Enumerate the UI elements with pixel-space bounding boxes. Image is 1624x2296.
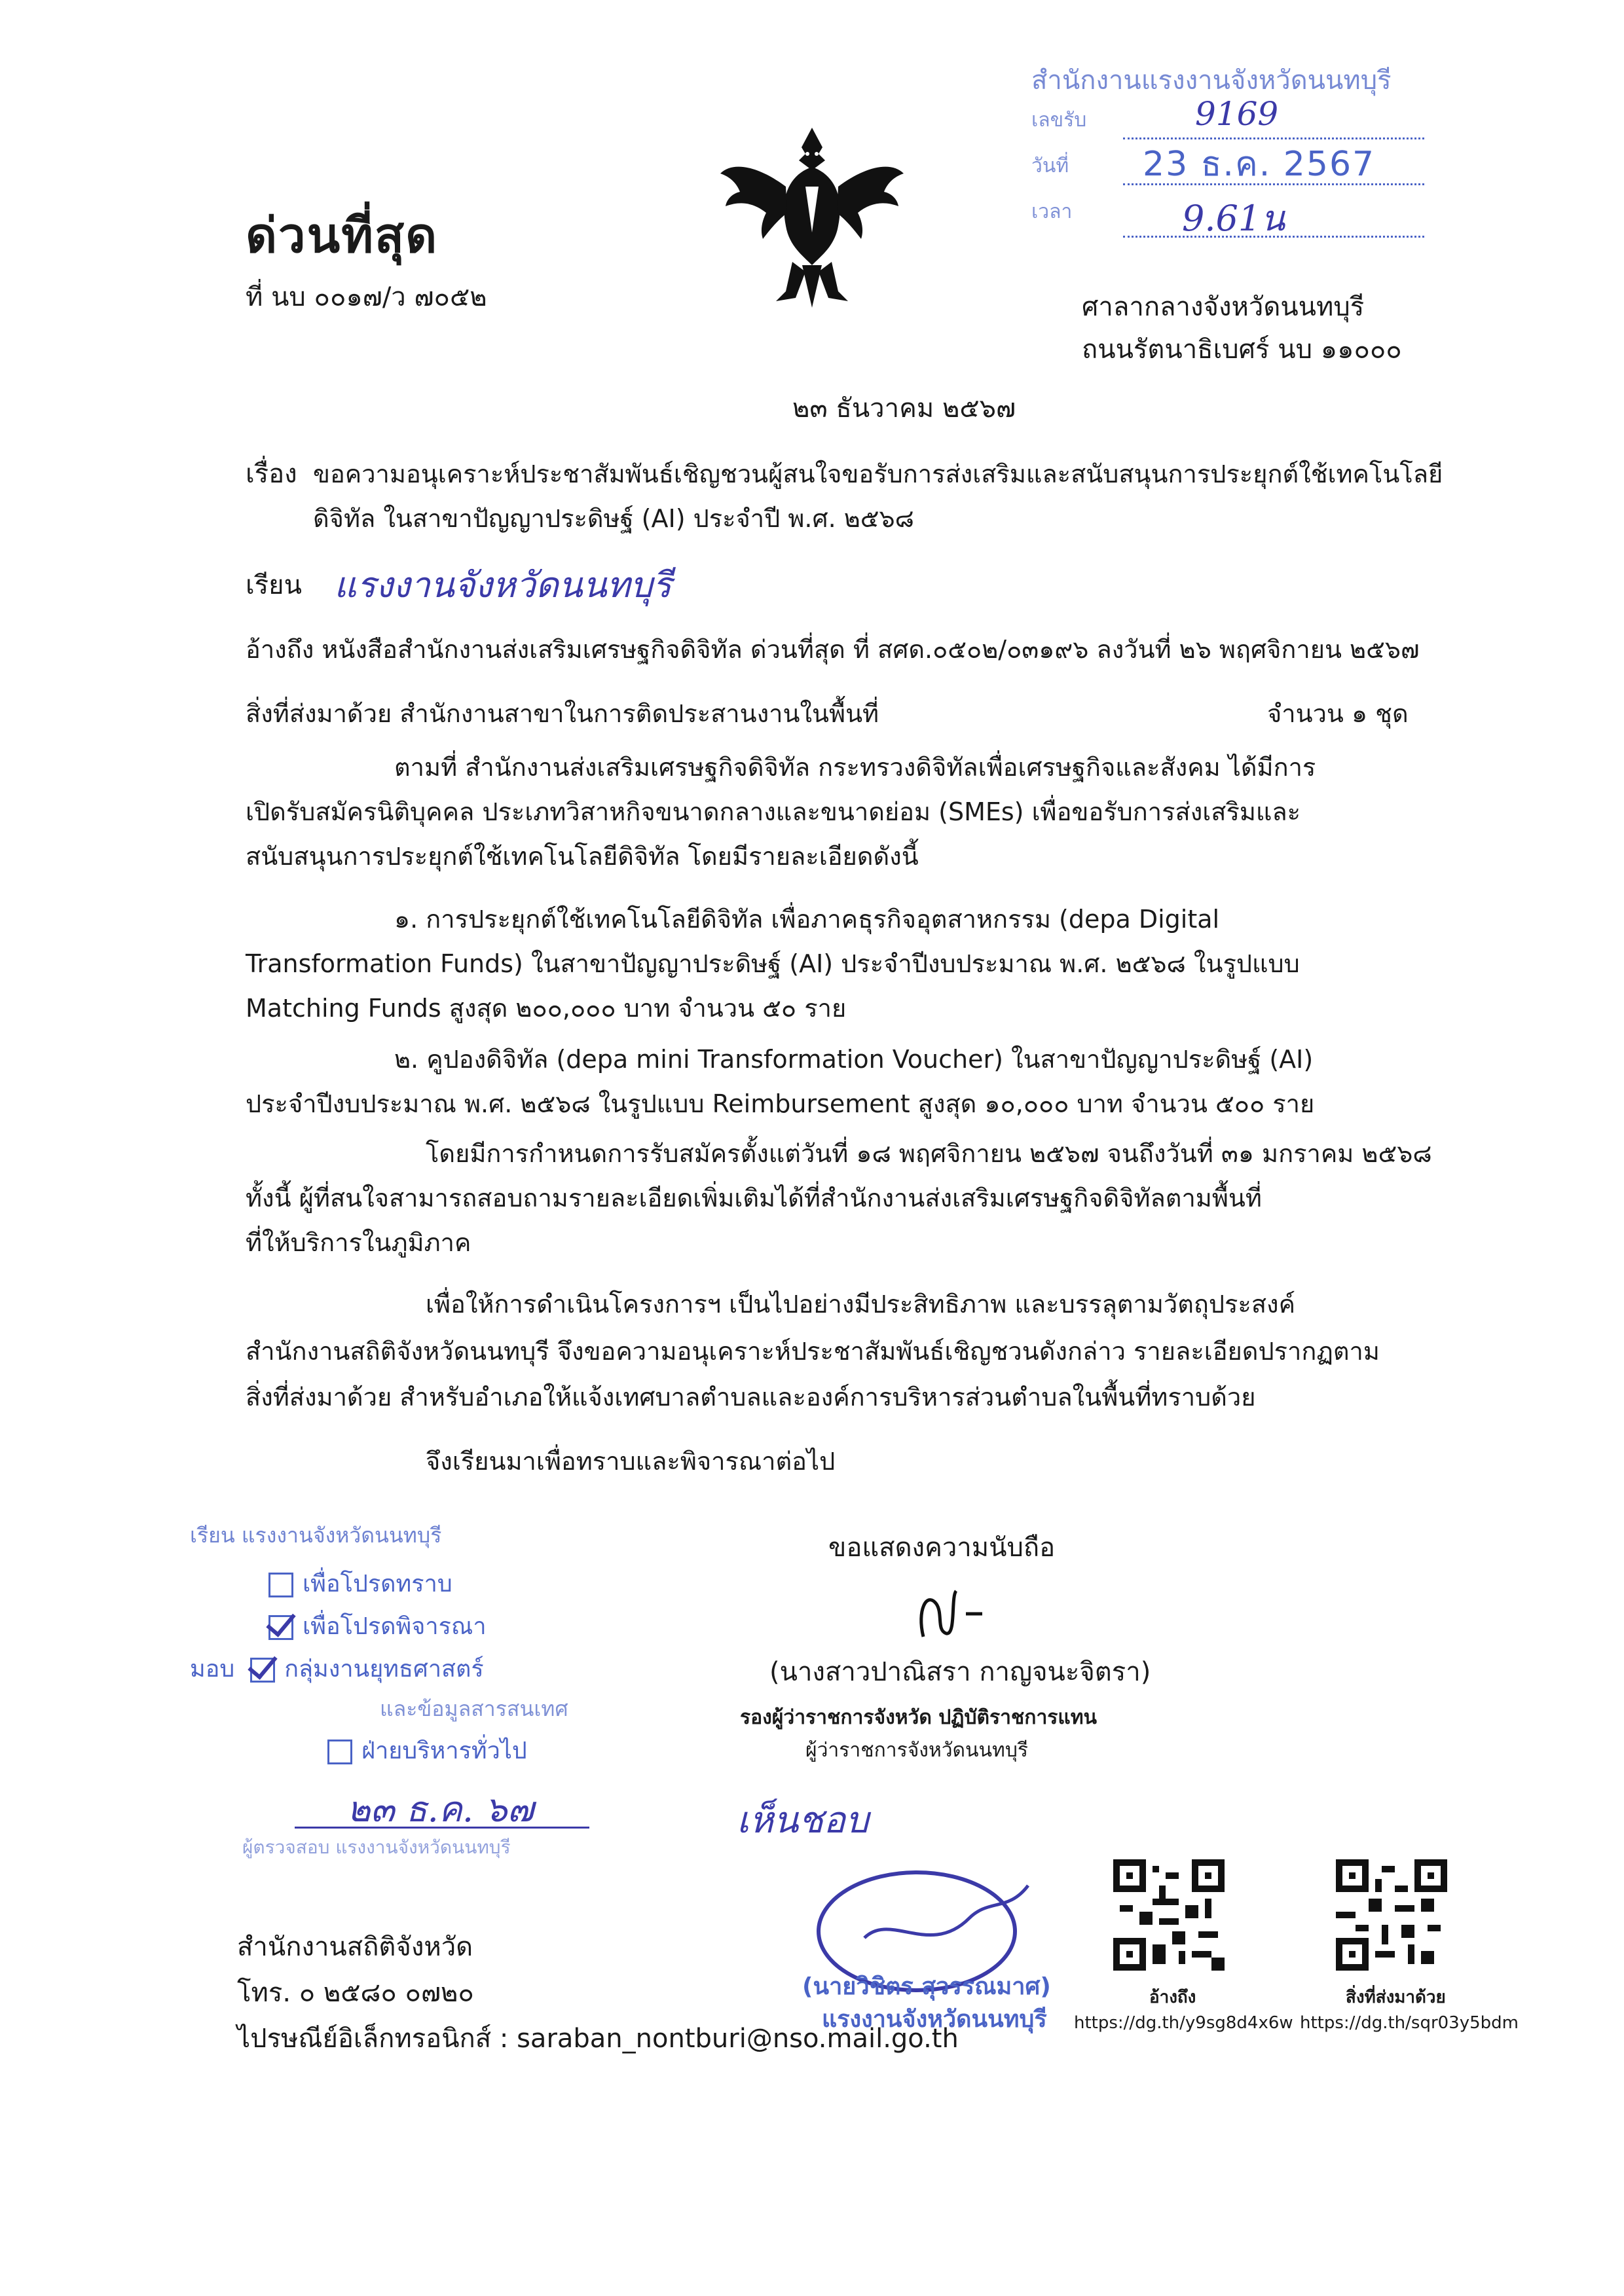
body-p1-line-1: ตามที่ สำนักงานส่งเสริมเศรษฐกิจดิจิทัล กระทรวงดิจิทัลเพื่อเศรษฐกิจและสังคม ได้มีการ	[394, 753, 1316, 782]
routing-option-4: ฝ่ายบริหารทั่วไป	[327, 1732, 527, 1769]
qr-code-enclosure[interactable]	[1336, 1859, 1447, 1973]
reference-number: ที่ นบ ๐๐๑๗/ว ๗๐๕๒	[246, 282, 487, 312]
routing-option-1: เพื่อโปรดทราบ	[268, 1565, 452, 1602]
body-item2-line-1: ๒. คูปองดิจิทัล (depa mini Transformation Voucher) ในสาขาปัญญาประดิษฐ์ (AI)	[394, 1045, 1314, 1074]
body-p2-line-2: ทั้งนี้ ผู้ที่สนใจสามารถสอบถามรายละเอียดเพิ่มเติมได้ที่สำนักงานส่งเสริมเศรษฐกิจดิจิทัลตามพื้นที่	[246, 1184, 1262, 1212]
qr-code-icon	[1336, 1859, 1447, 1971]
qr-url-reference[interactable]: https://dg.th/y9sg8d4x6w	[1074, 2013, 1293, 2033]
footer-tel: โทร. ๐ ๒๕๘๐ ๐๗๒๐	[237, 1978, 474, 2008]
receipt-stamp-office: สำนักงานแรงงานจังหวัดนนทบุรี	[1031, 65, 1392, 96]
routing-header: เรียน แรงงานจังหวัดนนทบุรี	[190, 1523, 442, 1548]
receipt-stamp	[1018, 59, 1437, 255]
subject-line-2: ดิจิทัล ในสาขาปัญญาประดิษฐ์ (AI) ประจำปี พ.ศ. ๒๕๖๘	[313, 504, 914, 533]
subject-line-1: ขอความอนุเคราะห์ประชาสัมพันธ์เชิญชวนผู้สนใจขอรับการส่งเสริมและสนับสนุนการประยุกต์ใช้เทคโนโลยี	[313, 460, 1443, 488]
handwritten-approval: เห็นชอบ	[737, 1799, 869, 1842]
reference-line: อ้างถึง หนังสือสำนักงานส่งเสริมเศรษฐกิจดิจิทัล ด่วนที่สุด ที่ สศด.๐๕๐๒/๐๓๑๙๖ ลงวันที่ ๒๖ พฤศจิกายน ๒๕๖๗	[246, 635, 1420, 664]
body-p3-line-3: สิ่งที่ส่งมาด้วย สำหรับอำเภอให้แจ้งเทศบาลตำบลและองค์การบริหารส่วนตำบลในพื้นที่ทราบด้วย	[246, 1383, 1256, 1412]
stamp-divider	[1123, 183, 1424, 185]
body-item1-line-1: ๑. การประยุกต์ใช้เทคโนโลยีดิจิทัล เพื่อภาคธุรกิจอุตสาหกรรม (depa Digital	[394, 905, 1220, 934]
address-line-1: ศาลากลางจังหวัดนนทบุรี	[1082, 292, 1365, 322]
addressee-label: เรียน	[246, 570, 302, 600]
letter-date: ๒๓ ธันวาคม ๒๕๖๗	[792, 393, 1016, 424]
receipt-date: 23 ธ.ค. 2567	[1143, 145, 1376, 184]
routing-handwritten-date: ๒๓ ธ.ค. ๖๗	[347, 1789, 534, 1830]
signer-name: (นางสาวปาณิสรา กาญจนะจิตรา)	[769, 1657, 1151, 1687]
body-p2-line-1: โดยมีการกำหนดการรับสมัครตั้งแต่วันที่ ๑๘ พฤศจิกายน ๒๕๖๗ จนถึงวันที่ ๓๑ มกราคม ๒๕๖๘	[426, 1139, 1432, 1168]
body-p1-line-2: เปิดรับสมัครนิติบุคคล ประเภทวิสาหกิจขนาดกลางและขนาดย่อม (SMEs) เพื่อขอรับการส่งเสริมและ	[246, 797, 1301, 826]
body-p3-line-1: เพื่อให้การดำเนินโครงการฯ เป็นไปอย่างมีประสิทธิภาพ และบรรลุตามวัตถุประสงค์	[426, 1290, 1295, 1319]
qr-code-reference[interactable]	[1113, 1859, 1225, 1973]
routing-option-3: มอบ กลุ่มงานยุทธศาสตร์	[190, 1656, 484, 1683]
checkbox-checked-icon	[250, 1658, 275, 1683]
body-p1-line-3: สนับสนุนการประยุกต์ใช้เทคโนโลยีดิจิทัล โดยมีรายละเอียดดังนี้	[246, 842, 919, 871]
body-item1-line-2: Transformation Funds) ในสาขาปัญญาประดิษฐ์ (AI) ประจำปีงบประมาณ พ.ศ. ๒๕๖๘ ในรูปแบบ	[246, 949, 1300, 978]
routing-option-3-cont: และข้อมูลสารสนเทศ	[380, 1696, 568, 1721]
qr-url-enclosure[interactable]: https://dg.th/sqr03y5bdm	[1300, 2013, 1519, 2033]
routing-option-2: เพื่อโปรดพิจารณา	[268, 1607, 487, 1645]
routing-underline	[295, 1827, 589, 1829]
receipt-stamp-label-no: เลขรับ	[1031, 109, 1087, 132]
checkbox-icon	[327, 1740, 352, 1764]
qr-code-icon	[1113, 1859, 1225, 1971]
routing-stamp	[190, 1519, 661, 1858]
footer-office: สำนักงานสถิติจังหวัด	[237, 1932, 473, 1962]
signature	[910, 1584, 989, 1646]
routing-bottom: ผู้ตรวจสอบ แรงงานจังหวัดนนทบุรี	[242, 1836, 511, 1858]
stamp-divider	[1123, 236, 1424, 238]
body-p2-line-3: ที่ให้บริการในภูมิภาค	[246, 1228, 471, 1257]
regards: ขอแสดงความนับถือ	[828, 1533, 1056, 1563]
signer-title-2: ผู้ว่าราชการจังหวัดนนทบุรี	[805, 1739, 1028, 1762]
subject-label: เรื่อง	[246, 459, 297, 489]
urgency-label: ด่วนที่สุด	[246, 208, 439, 264]
enclosure-quantity: จำนวน ๑ ชุด	[1267, 699, 1409, 728]
qr-label-enclosure: สิ่งที่ส่งมาด้วย	[1346, 1988, 1446, 2007]
receipt-time: 9.61น	[1182, 198, 1285, 239]
receipt-stamp-label-date: วันที่	[1031, 155, 1069, 177]
addressee-handwritten: แรงงานจังหวัดนนทบุรี	[334, 564, 672, 606]
signer-title-1: รองผู้ว่าราชการจังหวัด ปฏิบัติราชการแทน	[740, 1706, 1098, 1729]
checkbox-checked-icon	[268, 1615, 293, 1640]
footer-email[interactable]: ไปรษณีย์อิเล็กทรอนิกส์ : saraban_nontburi@nso.mail.go.th	[237, 2024, 959, 2054]
receipt-stamp-label-time: เวลา	[1031, 200, 1073, 223]
enclosure-line: สิ่งที่ส่งมาด้วย สำนักงานสาขาในการติดประสานงานในพื้นที่	[246, 699, 879, 728]
second-stamp-name: (นายวิชิตร สุวรรณมาศ)	[802, 1973, 1051, 2000]
qr-label-reference: อ้างถึง	[1149, 1988, 1196, 2007]
body-item1-line-3: Matching Funds สูงสุด ๒๐๐,๐๐๐ บาท จำนวน ๕๐ ราย	[246, 994, 847, 1023]
address-line-2: ถนนรัตนาธิเบศร์ นบ ๑๑๐๐๐	[1082, 335, 1402, 365]
closing-line: จึงเรียนมาเพื่อทราบและพิจารณาต่อไป	[426, 1447, 836, 1476]
body-item2-line-2: ประจำปีงบประมาณ พ.ศ. ๒๕๖๘ ในรูปแบบ Reimbursement สูงสุด ๑๐,๐๐๐ บาท จำนวน ๕๐๐ ราย	[246, 1089, 1315, 1118]
garuda-emblem	[714, 115, 910, 314]
second-stamp-title: แรงงานจังหวัดนนทบุรี	[822, 2006, 1047, 2033]
checkbox-icon	[268, 1573, 293, 1597]
receipt-number: 9169	[1195, 95, 1279, 133]
body-p3-line-2: สำนักงานสถิติจังหวัดนนทบุรี จึงขอความอนุเคราะห์ประชาสัมพันธ์เชิญชวนดังกล่าว รายละเอียดปรากฏตาม	[246, 1337, 1380, 1366]
